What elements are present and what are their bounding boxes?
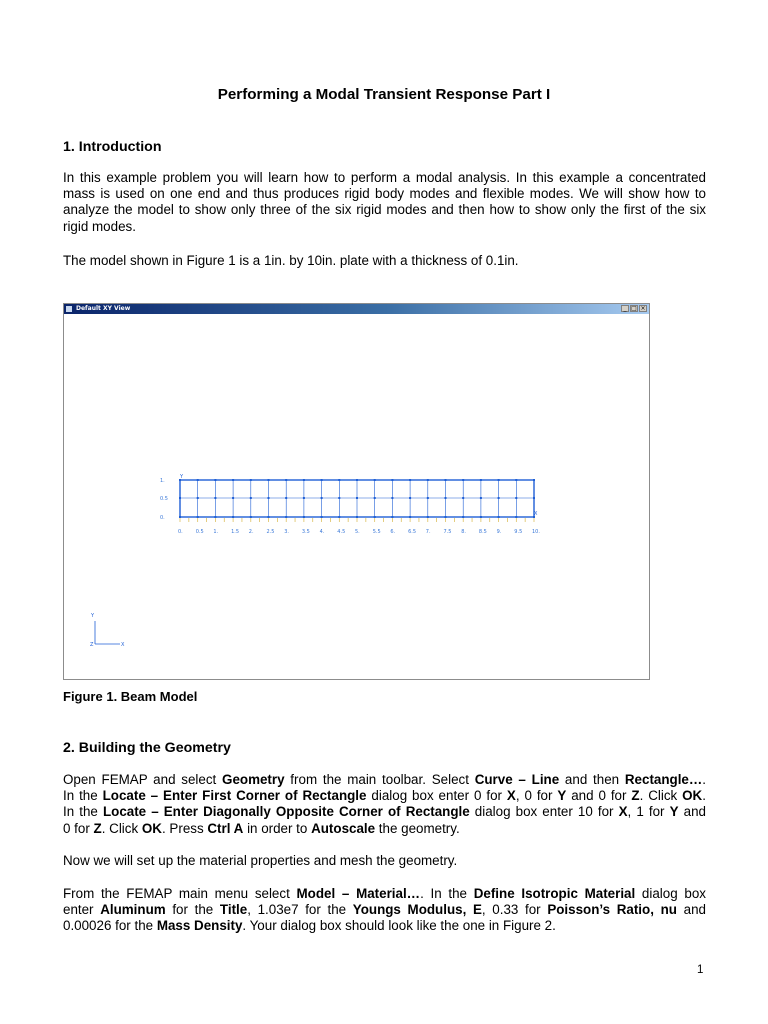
mesh-node <box>427 497 429 499</box>
y-tick-label: 0.5 <box>160 496 168 502</box>
mesh-node <box>391 516 393 518</box>
mesh-node <box>268 479 270 481</box>
mesh-node <box>250 479 252 481</box>
y-tick-label: 0. <box>160 515 165 521</box>
mesh-node <box>374 479 376 481</box>
triad-x-label: X <box>121 642 125 648</box>
figure-window-title: Default XY View <box>76 305 131 312</box>
document-title: Performing a Modal Transient Response Part I <box>217 86 551 103</box>
x-tick-label: 1. <box>213 529 219 535</box>
mesh-node <box>197 497 199 499</box>
model-view-canvas[interactable] <box>64 314 649 679</box>
mesh-node <box>409 516 411 518</box>
mesh-node <box>268 516 270 518</box>
material-line: 0.00026 for the Mass Density. Your dialog box should look like the one in Figure 2. <box>63 918 556 934</box>
mesh-node <box>515 497 517 499</box>
material-intro-paragraph <box>63 853 706 869</box>
mesh-node <box>356 497 358 499</box>
maximize-button[interactable]: □ <box>631 305 637 312</box>
mesh-node <box>214 497 216 499</box>
intro-line: mass is used on one end and thus produces rigid body modes and flexible modes. We will show how to <box>63 186 706 202</box>
x-tick-label: 4. <box>319 529 325 535</box>
mesh-node <box>462 479 464 481</box>
mesh-node <box>250 497 252 499</box>
geometry-line: In the Locate – Enter First Corner of Rectangle dialog box enter 0 for X, 0 for Y and 0 for Z. Click OK. <box>63 788 706 804</box>
intro-line: analyze the model to show only three of the six rigid modes and then how to show only the first of the six <box>63 202 706 218</box>
x-tick-label: 9. <box>496 529 502 535</box>
mesh-node <box>197 516 199 518</box>
section-heading-geometry: 2. Building the Geometry <box>63 740 231 756</box>
mesh-node <box>462 497 464 499</box>
material-intro-line: Now we will set up the material properties and mesh the geometry. <box>63 853 458 868</box>
mesh-node <box>533 497 535 499</box>
model-description <box>63 253 706 269</box>
material-line: From the FEMAP main menu select Model – Material…. In the Define Isotropic Material dialog box <box>63 886 706 901</box>
mesh-node <box>427 516 429 518</box>
mesh-node <box>303 516 305 518</box>
mesh-node <box>214 479 216 481</box>
mesh-node <box>303 479 305 481</box>
x-tick-label: 2.5 <box>266 529 275 535</box>
x-tick-label: 7. <box>425 529 431 535</box>
x-tick-label: 3.5 <box>301 529 310 535</box>
figure-titlebar <box>64 304 649 314</box>
mesh-node <box>232 516 234 518</box>
mesh-node <box>427 479 429 481</box>
mesh-node <box>197 479 199 481</box>
y-tick-label: 1. <box>160 478 165 484</box>
triad-z-label: Z <box>90 642 94 648</box>
mesh-node <box>462 516 464 518</box>
mesh-node <box>409 497 411 499</box>
mesh-node <box>285 497 287 499</box>
intro-paragraph <box>63 170 706 235</box>
geometry-paragraph <box>63 772 706 837</box>
window-system-icon <box>66 306 72 312</box>
mesh-node <box>285 479 287 481</box>
mesh-node <box>391 479 393 481</box>
mesh-node <box>321 516 323 518</box>
x-tick-label: 9.5 <box>514 529 523 535</box>
section-heading-introduction: 1. Introduction <box>63 139 162 155</box>
mesh-node <box>445 516 447 518</box>
mesh-node <box>374 497 376 499</box>
page-number: 1 <box>697 964 704 976</box>
mesh-node <box>445 479 447 481</box>
mesh-node <box>409 479 411 481</box>
geometry-line: Open FEMAP and select Geometry from the main toolbar. Select Curve – Line and then Rectangle…. <box>63 772 706 787</box>
mesh-node <box>356 516 358 518</box>
x-tick-label: 10. <box>532 529 540 535</box>
mesh-node <box>321 479 323 481</box>
mesh-node <box>480 497 482 499</box>
mesh-node <box>232 479 234 481</box>
x-tick-label: 0. <box>178 529 183 535</box>
mesh-node <box>250 516 252 518</box>
x-tick-label: 4.5 <box>337 529 346 535</box>
x-tick-label: 7.5 <box>443 529 452 535</box>
mesh-node <box>374 516 376 518</box>
constraint-markers <box>180 518 534 522</box>
intro-line: rigid modes. <box>63 218 136 234</box>
mesh-node <box>533 479 535 481</box>
geometry-line: 0 for Z. Click OK. Press Ctrl A in order to Autoscale the geometry. <box>63 820 460 836</box>
x-tick-label: 0.5 <box>195 529 204 535</box>
mesh-node <box>321 497 323 499</box>
mesh-node <box>179 497 181 499</box>
geometry-line: In the Locate – Enter Diagonally Opposite Corner of Rectangle dialog box enter 10 for X, 1 for Y and <box>63 804 706 820</box>
mesh-node <box>303 497 305 499</box>
mesh-node <box>285 516 287 518</box>
model-sentence: The model shown in Figure 1 is a 1in. by 10in. plate with a thickness of 0.1in. <box>63 253 519 268</box>
mesh-node <box>338 516 340 518</box>
model-axis-y-label: Y <box>180 474 184 480</box>
mesh-node <box>445 497 447 499</box>
figure-window <box>63 303 650 680</box>
x-tick-label: 2. <box>248 529 254 535</box>
intro-line: In this example problem you will learn how to perform a modal analysis. In this example a concentrated <box>63 170 706 185</box>
mesh-node <box>214 516 216 518</box>
x-tick-label: 3. <box>284 529 289 535</box>
material-line: enter Aluminum for the Title, 1.03e7 for the Youngs Modulus, E, 0.33 for Poisson’s Ratio, nu and <box>63 902 706 918</box>
x-tick-label: 5. <box>355 529 360 535</box>
mesh-node <box>498 516 500 518</box>
x-tick-label: 1.5 <box>231 529 240 535</box>
x-tick-label: 6.5 <box>408 529 417 535</box>
mesh-node <box>498 497 500 499</box>
x-axis-ticks <box>178 529 540 535</box>
mesh-node <box>480 479 482 481</box>
mesh-node <box>338 479 340 481</box>
figure-caption: Figure 1. Beam Model <box>63 689 198 704</box>
beam-mesh <box>179 479 535 518</box>
mesh-node <box>515 479 517 481</box>
minimize-button[interactable]: _ <box>621 305 629 312</box>
mesh-node <box>338 497 340 499</box>
triad-icon <box>90 613 125 648</box>
mesh-node <box>391 497 393 499</box>
x-tick-label: 6. <box>390 529 396 535</box>
model-axis-x-label: X <box>534 511 538 517</box>
mesh-node <box>356 479 358 481</box>
mesh-node <box>515 516 517 518</box>
window-controls <box>621 305 647 312</box>
mesh-node <box>498 479 500 481</box>
y-axis-ticks <box>160 478 168 521</box>
mesh-node <box>179 516 181 518</box>
mesh-node <box>232 497 234 499</box>
material-paragraph <box>63 886 706 935</box>
close-button[interactable]: × <box>640 305 646 312</box>
mesh-node <box>268 497 270 499</box>
x-tick-label: 8.5 <box>478 529 487 535</box>
x-tick-label: 5.5 <box>372 529 381 535</box>
x-tick-label: 8. <box>461 529 466 535</box>
mesh-node <box>480 516 482 518</box>
triad-y-label: Y <box>91 613 95 619</box>
